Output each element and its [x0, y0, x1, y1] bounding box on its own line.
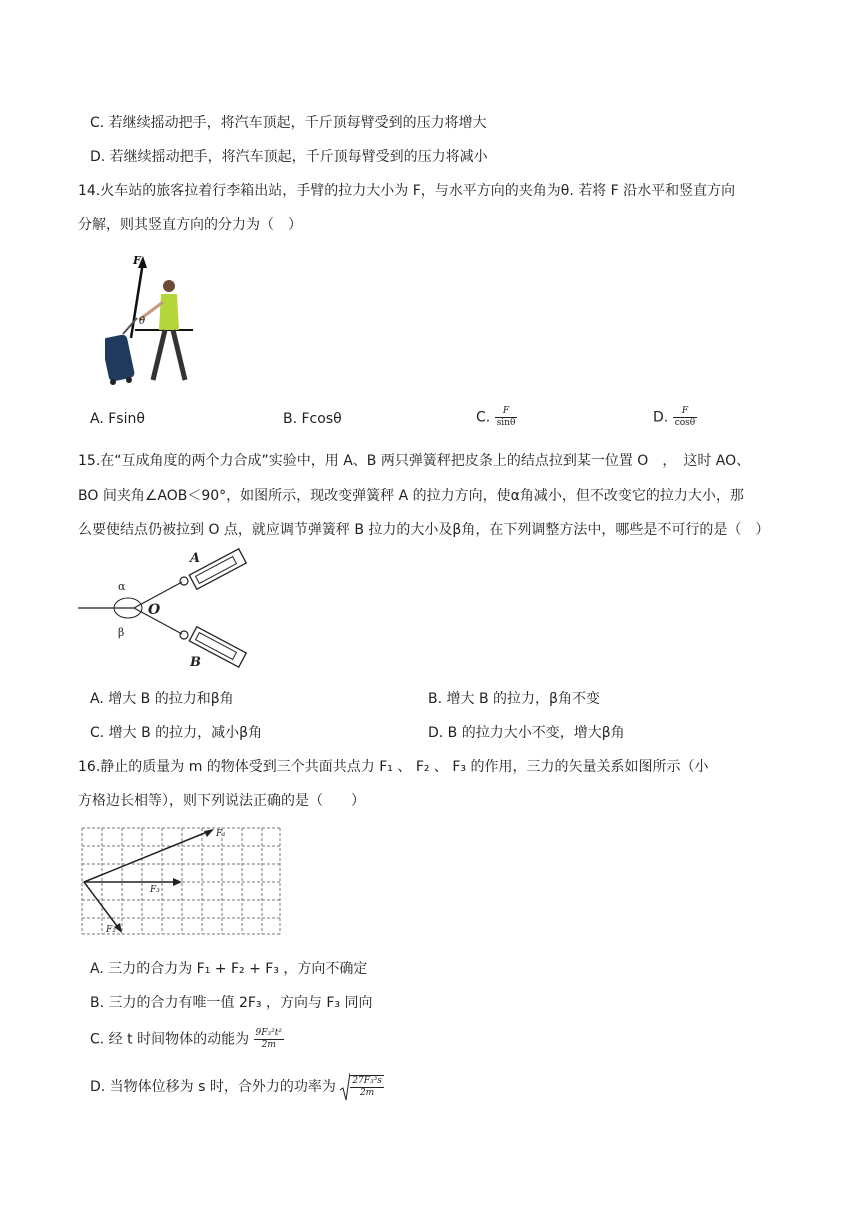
q16-option-d-prefix: D. 当物体位移为 s 时，合外力的功率为 [90, 1079, 336, 1095]
q14-option-d-fraction [673, 406, 698, 429]
q15-fig-label-A: A [190, 551, 201, 566]
q15-option-c: C. 增大 B 的拉力，减小β角 [90, 725, 263, 741]
q16-option-d [90, 1072, 384, 1102]
q15-fig-label-O: O [148, 602, 161, 618]
q16-option-c [90, 1028, 284, 1051]
q14-fig-label-theta: θ [139, 316, 146, 327]
q16-stem-line-2: 方格边长相等），则下列说法正确的是（ ） [78, 793, 365, 809]
q15-option-d: D. B 的拉力大小不变，增大β角 [428, 725, 625, 741]
q16-fig-label-F2: F₂ [106, 925, 116, 935]
q15-stem-line-1: 15.在“互成角度的两个力合成”实验中，用 A、B 两只弹簧秤把皮条上的结点拉到某一位置 O ， 这时 AO、 [78, 453, 751, 469]
q15-stem-line-3: 么要使结点仍被拉到 O 点，就应调节弹簧秤 B 拉力的大小及β角，在下列调整方法中，哪些是不可行的是（ ） [78, 522, 770, 538]
q16-option-c-denominator: 2m [261, 1040, 276, 1050]
q16-stem-line-1: 16.静止的质量为 m 的物体受到三个共面共点力 F₁ 、 F₂ 、 F₃ 的作用，三力的矢量关系如图所示（小 [78, 759, 709, 775]
q16-fig-label-F1: F₁ [216, 829, 226, 839]
q14-option-b: B. Fcosθ [283, 411, 342, 427]
q14-option-d [653, 406, 697, 429]
q15-option-b: B. 增大 B 的拉力，β角不变 [428, 691, 600, 707]
q14-suitcase-figure [105, 250, 215, 390]
q16-fig-label-F3: F₃ [150, 885, 160, 895]
q16-option-b: B. 三力的合力有唯一值 2F₃ ，方向与 F₃ 同向 [90, 995, 373, 1011]
q15-option-a: A. 增大 B 的拉力和β角 [90, 691, 234, 707]
q14-option-c [476, 406, 517, 429]
q16-option-c-fraction [254, 1028, 284, 1051]
q13-option-d: D. 若继续摇动把手，将汽车顶起，千斤顶每臂受到的压力将减小 [90, 149, 488, 165]
q16-option-d-denominator: 2m [359, 1088, 375, 1098]
q14-option-d-numerator: F [673, 406, 698, 418]
q15-spring-scale-figure [78, 548, 250, 672]
q16-option-d-fraction [350, 1075, 384, 1099]
q16-option-d-sqrt [340, 1072, 384, 1102]
q16-option-a: A. 三力的合力为 F₁ + F₂ + F₃ ，方向不确定 [90, 961, 368, 977]
q16-force-vector-grid [80, 826, 282, 936]
q16-option-d-numerator: 27F₃³s [352, 1076, 382, 1086]
q14-option-c-numerator: F [495, 406, 518, 418]
sqrt-sign-icon [340, 1072, 350, 1102]
q16-option-c-prefix: C. 经 t 时间物体的动能为 [90, 1031, 250, 1048]
q16-option-c-numerator: 9F₃²t² [255, 1028, 282, 1038]
q14-option-c-fraction [495, 406, 518, 429]
q13-option-c: C. 若继续摇动把手，将汽车顶起，千斤顶每臂受到的压力将增大 [90, 115, 487, 131]
q15-fig-label-beta: β [118, 626, 125, 639]
q14-option-d-denominator: cosθ [674, 418, 696, 428]
q15-fig-label-B: B [190, 655, 201, 670]
q14-option-a: A. Fsinθ [90, 411, 145, 427]
q15-fig-label-alpha: α [118, 580, 126, 593]
q14-option-c-prefix: C. [476, 409, 491, 426]
q14-stem-line-2: 分解，则其竖直方向的分力为（ ） [78, 217, 302, 233]
q14-fig-label-F: F [133, 254, 141, 267]
q14-option-c-denominator: sinθ [496, 418, 516, 428]
q15-stem-line-2: BO 间夹角∠AOB＜90°，如图所示，现改变弹簧秤 A 的拉力方向，使α角减小，但不改变它的拉力大小，那 [78, 488, 744, 504]
q14-option-d-prefix: D. [653, 409, 669, 426]
q14-stem-line-1: 14.火车站的旅客拉着行李箱出站，手臂的拉力大小为 F，与水平方向的夹角为θ. 若将 F 沿水平和竖直方向 [78, 183, 736, 199]
